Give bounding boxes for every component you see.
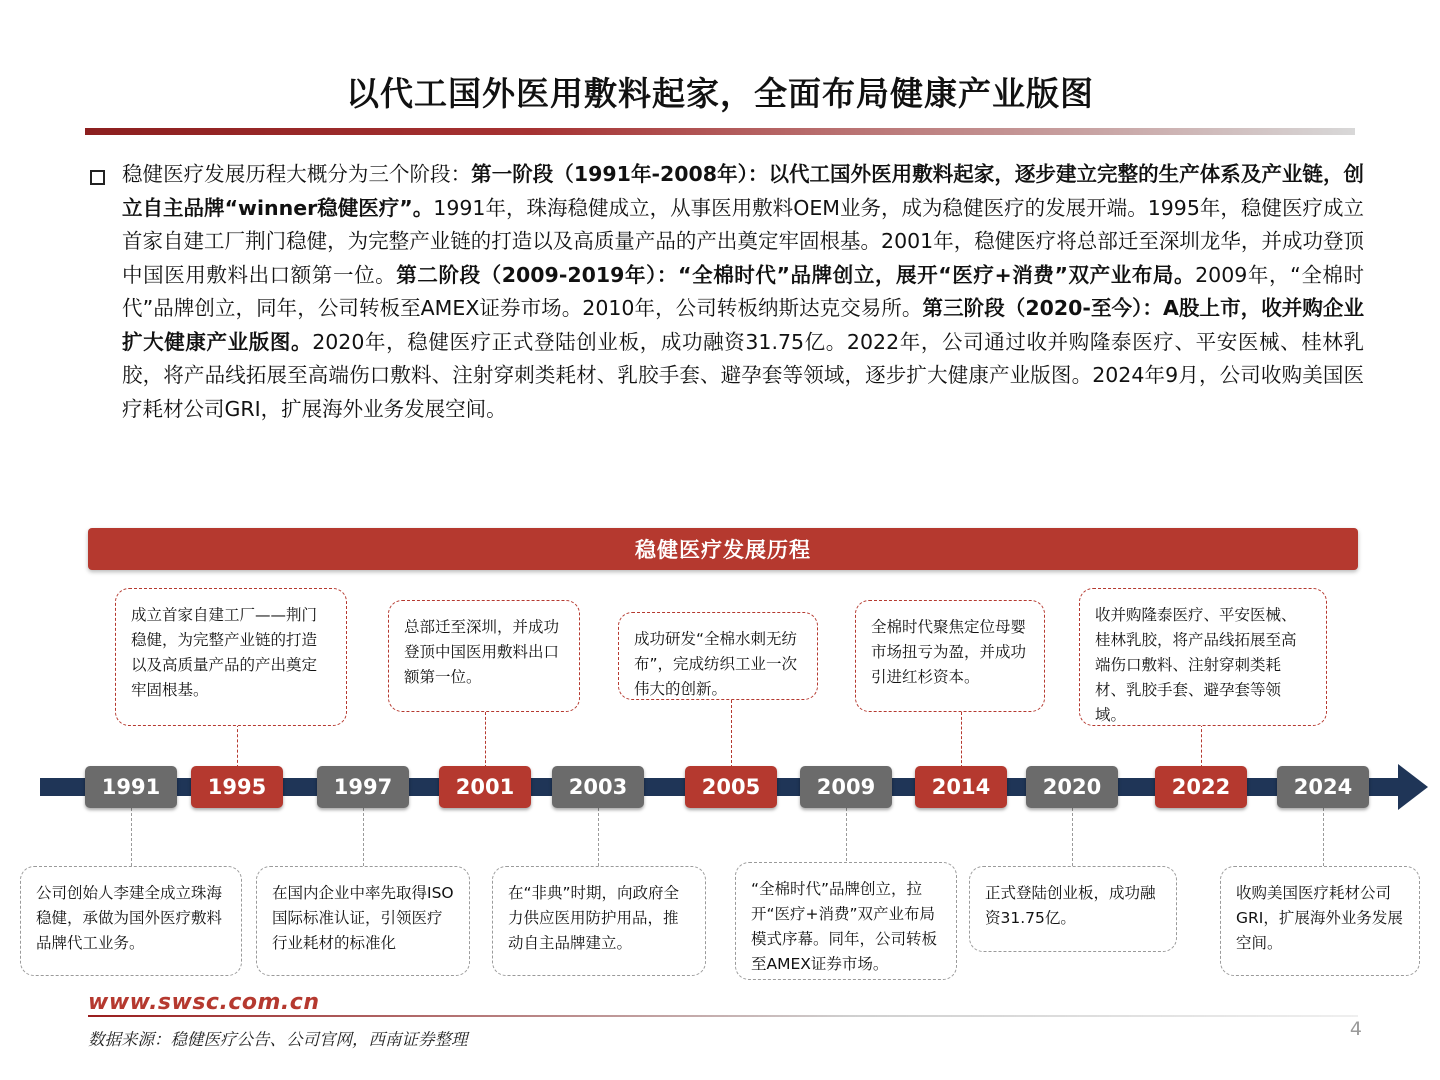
connector-2003 (598, 808, 599, 866)
timeline-year-2001[interactable]: 2001 (439, 766, 531, 808)
page-title: 以代工国外医用敷料起家，全面布局健康产业版图 (346, 74, 1094, 113)
timeline-year-1997[interactable]: 1997 (317, 766, 409, 808)
connector-2001 (485, 712, 486, 768)
connector-2009 (846, 808, 847, 866)
timeline-year-2003[interactable]: 2003 (552, 766, 644, 808)
connector-2024 (1323, 808, 1324, 866)
callout-above-1995: 成立首家自建工厂——荆门稳健，为完整产业链的打造以及高质量产品的产出奠定牢固根基。 (115, 588, 347, 726)
connector-2020 (1072, 808, 1073, 866)
connector-1997 (363, 808, 364, 866)
connector-1995 (237, 724, 238, 768)
callout-below-2003: 在“非典”时期，向政府全力供应医用防护用品，推动自主品牌建立。 (492, 866, 706, 976)
callout-below-2009: “全棉时代”品牌创立，拉开“医疗+消费”双产业布局模式序幕。同年，公司转板至AMEX证券市场。 (735, 862, 957, 980)
callout-below-1997: 在国内企业中率先取得ISO国际标准认证，引领医疗行业耗材的标准化 (256, 866, 470, 976)
callout-below-2024: 收购美国医疗耗材公司GRI，扩展海外业务发展空间。 (1220, 866, 1420, 976)
connector-2022 (1201, 724, 1202, 768)
section-banner-label: 稳健医疗发展历程 (635, 538, 811, 562)
bullet-square-icon (90, 170, 105, 185)
page-number: 4 (1349, 1018, 1362, 1040)
timeline-year-2005[interactable]: 2005 (685, 766, 777, 808)
section-banner (88, 528, 1358, 570)
callout-below-1991: 公司创始人李建全成立珠海稳健，承做为国外医疗敷料品牌代工业务。 (20, 866, 242, 976)
timeline-year-1995[interactable]: 1995 (191, 766, 283, 808)
timeline-year-2020[interactable]: 2020 (1026, 766, 1118, 808)
body-paragraph: 稳健医疗发展历程大概分为三个阶段：第一阶段（1991年-2008年）：以代工国外医用敷料起家，逐步建立完整的生产体系及产业链，创立自主品牌“winner稳健医疗”。1991年，珠海稳健成立，从事医用敷料OEM业务，成为稳健医疗的发展开端。1995年，稳健医疗成立首家自建工厂荆门稳健，为完整产业链的打造以及高质量产品的产出奠定牢固根基。2001年，稳健医疗将总部迁至深圳龙华，并成功登顶中国医用敷料出口额第一位。第二阶段（2009-2019年）：“全棉时代”品牌创立，展开“医疗+消费”双产业布局。2009年，“全棉时代”品牌创立，同年，公司转板至AMEX证券市场。2010年，公司转板纳斯达克交易所。第三阶段（2020-至今）：A股上市，收并购企业扩大健康产业版图。2020年，稳健医疗正式登陆创业板，成功融资31.75亿。2022年，公司通过收并购隆泰医疗、平安医械、桂林乳胶，将产品线拓展至高端伤口敷料、注射穿刺类耗材、乳胶手套、避孕套等领域，逐步扩大健康产业版图。2024年9月，公司收购美国医疗耗材公司GRI，扩展海外业务发展空间。 (122, 162, 1365, 421)
timeline-year-2022[interactable]: 2022 (1155, 766, 1247, 808)
timeline-year-1991[interactable]: 1991 (85, 766, 177, 808)
footer-divider (88, 1015, 1358, 1017)
timeline-year-2009[interactable]: 2009 (800, 766, 892, 808)
callout-above-2014: 全棉时代聚焦定位母婴市场扭亏为盈，并成功引进红杉资本。 (855, 600, 1045, 712)
timeline-year-2014[interactable]: 2014 (915, 766, 1007, 808)
body-block (86, 158, 1364, 426)
timeline-arrow-icon (1398, 764, 1428, 810)
title-divider (85, 128, 1355, 135)
connector-1991 (131, 808, 132, 866)
callout-above-2022: 收并购隆泰医疗、平安医械、桂林乳胶，将产品线拓展至高端伤口敷料、注射穿刺类耗材、乳胶手套、避孕套等领域。 (1079, 588, 1327, 726)
callout-above-2005: 成功研发“全棉水刺无纺布”，完成纺织工业一次伟大的创新。 (618, 612, 818, 700)
callout-below-2020: 正式登陆创业板，成功融资31.75亿。 (969, 866, 1177, 952)
timeline-year-2024[interactable]: 2024 (1277, 766, 1369, 808)
callout-above-2001: 总部迁至深圳，并成功登顶中国医用敷料出口额第一位。 (388, 600, 580, 712)
footer-url: www.swsc.com.cn (88, 990, 320, 1015)
connector-2005 (731, 700, 732, 768)
connector-2014 (961, 712, 962, 768)
source-note: 数据来源：稳健医疗公告、公司官网，西南证券整理 (88, 1030, 468, 1049)
